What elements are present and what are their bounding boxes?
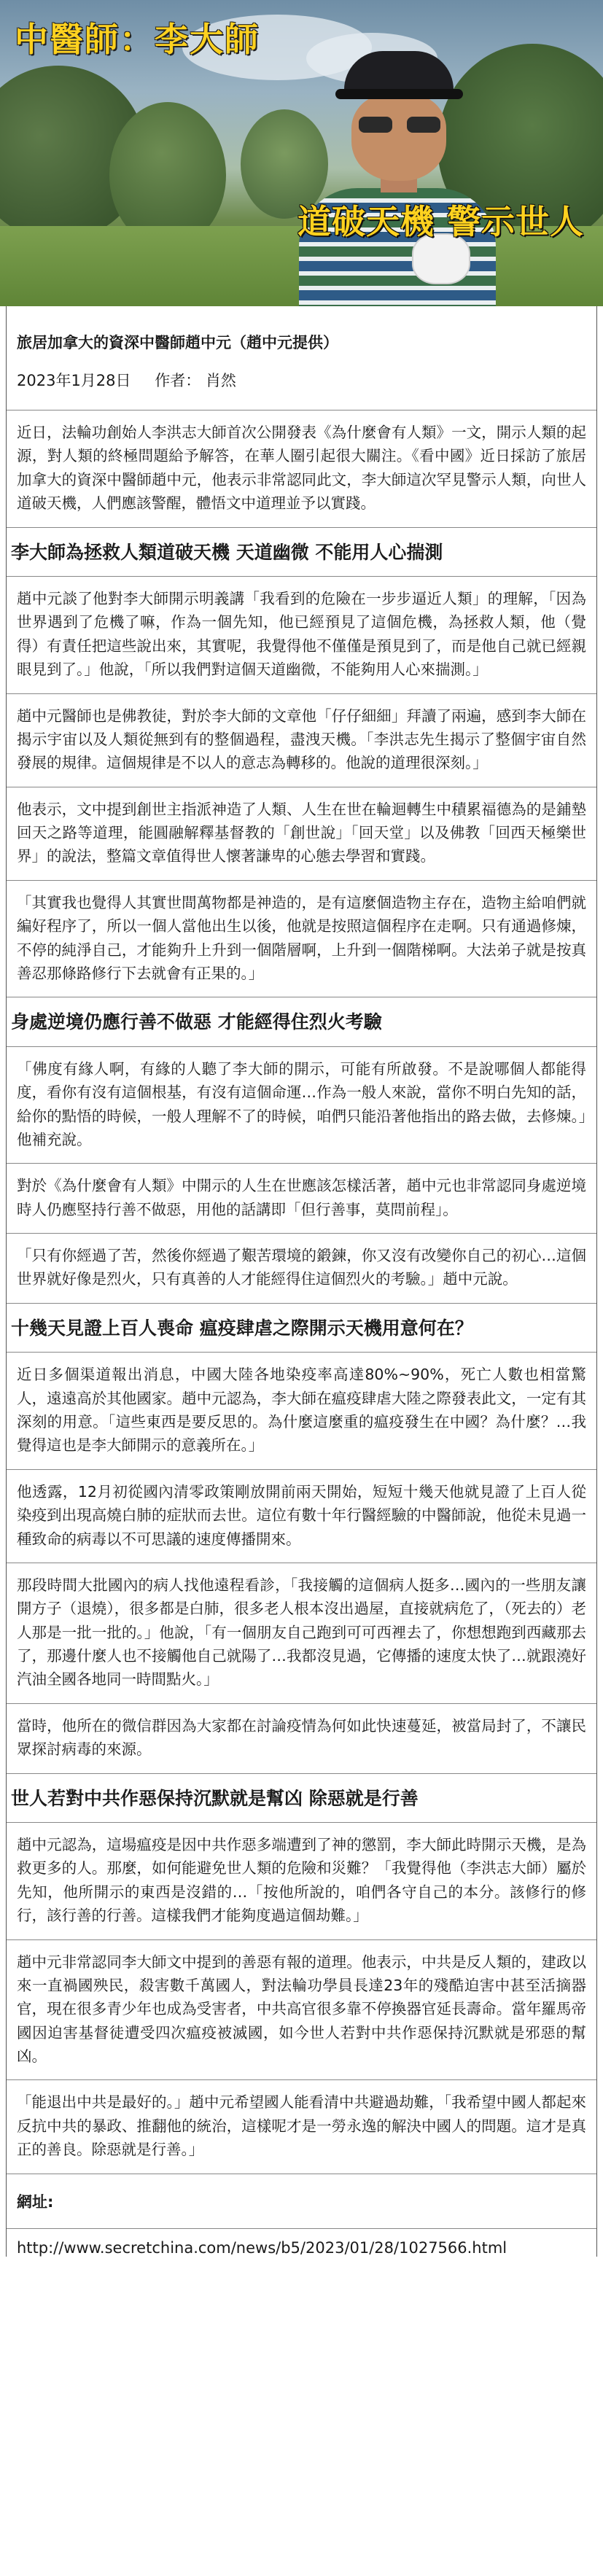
section-paragraph: 他透露，12月初從國內清零政策剛放開前兩天開始，短短十幾天他就見證了上百人從染疫到出現高燒白肺的症狀而去世。這位有數十年行醫經驗的中醫師說，他從未見過一種致命的病毒以不可思議的速度傳播開來。 (7, 1469, 596, 1563)
author: 作者： 肖然 (155, 372, 236, 389)
publish-date: 2023年1月28日 (17, 372, 131, 389)
section-paragraph: 對於《為什麼會有人類》中開示的人生在世應該怎樣活著，趙中元也非常認同身處逆境時人仍應堅持行善不做惡，用他的話講即「但行善事，莫問前程」。 (7, 1163, 596, 1233)
section-paragraph: 趙中元醫師也是佛教徒，對於李大師的文章他「仔仔細細」拜讀了兩遍，感到李大師在揭示宇宙以及人類從無到有的整個過程，盡洩天機。「李洪志先生揭示了整個宇宙自然發展的規律。這個規律是不以人的意志為轉移的。他說的道理很深刻。」 (7, 693, 596, 787)
section-paragraph: 「其實我也覺得人其實世間萬物都是神造的，是有這麼個造物主存在，造物主給咱們就編好程序了，所以一個人當他出生以後，他就是按照這個程序在走啊。只有通過修煉，不停的純淨自己，才能夠升上升到一個階層啊，上升到一個階梯啊。大法弟子就是按真善忍那條路修行下去就會有正果的。」 (7, 880, 596, 997)
face-shape (351, 93, 446, 181)
cap-shape (344, 51, 454, 95)
hero-slogan: 道破天機 警示世人 (297, 202, 584, 241)
section-paragraph: 當時，他所在的微信群因為大家都在討論疫情為何如此快速蔓延，被當局封了，不讓民眾探討病毒的來源。 (7, 1703, 596, 1773)
section-paragraph: 「只有你經過了苦，然後你經過了艱苦環境的鍛鍊，你又沒有改變你自己的初心…這個世界就好像是烈火，只有真善的人才能經得住這個烈火的考驗。」趙中元說。 (7, 1233, 596, 1303)
cap-brim-shape (335, 89, 463, 99)
section-heading: 身處逆境仍應行善不做惡 才能經得住烈火考驗 (7, 997, 596, 1046)
dateline (17, 369, 586, 410)
section-paragraph: 「佛度有緣人啊，有緣的人聽了李大師的開示，可能有所啟發。不是說哪個人都能得度，看你有沒有這個根基，有沒有這個命運…作為一般人來說，當你不明白先知的話，給你的點悟的時候，一般人理解不了的時候，咱們只能沿著他指出的路去做，去修煉。」他補充說。 (7, 1046, 596, 1164)
hero-title: 中醫師：李大師 (15, 20, 260, 59)
section-paragraph: 他表示，文中提到創世主指派神造了人類、人生在世在輪迴轉生中積累福德為的是鋪墊回天之路等道理，能圓融解釋基督教的「創世說」「回天堂」以及佛教「回西天極樂世界」的說法，整篇文章值得世人懷著謙卑的心態去學習和實踐。 (7, 787, 596, 880)
portrait-figure (299, 51, 496, 306)
section-paragraph: 近日多個渠道報出消息，中國大陸各地染疫率高達80%~90%，死亡人數也相當驚人，遠遠高於其他國家。趙中元認為，李大師在瘟疫肆虐大陸之際發表此文，一定有其深刻的用意。「這些東西是要反思的。為什麼這麼重的瘟疫發生在中國？為什麼？…我覺得這也是李大師開示的意義所在。」 (7, 1352, 596, 1469)
article-body (6, 306, 597, 2257)
sunglasses-shape (359, 117, 440, 133)
source-label: 網址: (17, 2192, 54, 2211)
section-heading: 李大師為拯救人類道破天機 天道幽微 不能用人心揣測 (7, 527, 596, 577)
source-block (7, 2174, 596, 2257)
source-url-link[interactable]: http://www.secretchina.com/news/b5/2023/01/28/1027566.html (7, 2228, 596, 2257)
image-caption: 旅居加拿大的資深中醫師趙中元（趙中元提供） (17, 334, 338, 351)
section-heading: 世人若對中共作惡保持沉默就是幫凶 除惡就是行善 (7, 1773, 596, 1823)
intro-paragraph: 近日，法輪功創始人李洪志大師首次公開發表《為什麼會有人類》一文，開示人類的起源，對人類的終極問題給予解答，在華人圈引起很大關注。《看中國》近日採訪了旅居加拿大的資深中醫師趙中元，他表示非常認同此文，李大師這次罕見警示人類，向世人道破天機，人們應該警醒，體悟文中道理並予以實踐。 (7, 410, 596, 527)
section-paragraph: 那段時間大批國內的病人找他遠程看診，「我接觸的這個病人挺多…國內的一些朋友讓開方子（退燒），很多都是白肺，很多老人根本沒出過屋，直接就病危了，（死去的）老人那是一批一批的。」他說，「有一個朋友自己跑到可可西裡去了，你想想跑到西藏那去了，那邊什麼人也不接觸他自己就陽了…我都沒見過，它傳播的速度太快了…就跟澆好汽油全國各地同一時間點火。」 (7, 1563, 596, 1703)
section-paragraph: 趙中元非常認同李大師文中提到的善惡有報的道理。他表示，中共是反人類的，建政以來一直禍國殃民，殺害數千萬國人，對法輪功學員長達23年的殘酷迫害中甚至活摘器官，現在很多青少年也成為受害者，中共高官很多靠不停換器官延長壽命。當年羅馬帝國因迫害基督徒遭受四次瘟疫被滅國，如今世人若對中共作惡保持沉默就是邪惡的幫凶。 (7, 1939, 596, 2080)
section-paragraph: 「能退出中共是最好的。」趙中元希望國人能看清中共避過劫難，「我希望中國人都起來反抗中共的暴政、推翻他的統治，這樣呢才是一勞永逸的解決中國人的問題。這才是真正的善良。除惡就是行善。」 (7, 2079, 596, 2173)
section-paragraph: 趙中元認為，這場瘟疫是因中共作惡多端遭到了神的懲罰，李大師此時開示天機，是為救更多的人。那麼，如何能避免世人類的危險和災難？「我覺得他（李洪志大師）屬於先知，他所開示的東西是沒錯的…「按他所說的，咱們各守自己的本分。該修行的修行，該行善的行善。這樣我們才能夠度過這個劫難。」 (7, 1822, 596, 1939)
section-heading: 十幾天見證上百人喪命 瘟疫肆虐之際開示天機用意何在？ (7, 1303, 596, 1353)
hero-banner-image (0, 0, 603, 306)
article-meta (7, 306, 596, 410)
section-paragraph: 趙中元談了他對李大師開示明義講「我看到的危險在一步步逼近人類」的理解，「因為世界遇到了危機了嘛，作為一個先知，他已經預見了這個危機，為拯救人類，他（覺得）有責任把這些說出來，其實呢，我覺得他不僅僅是預見到了，而是他自己就已經親眼見到了。」他說，「所以我們對這個天道幽微，不能夠用人心來揣測。」 (7, 576, 596, 693)
